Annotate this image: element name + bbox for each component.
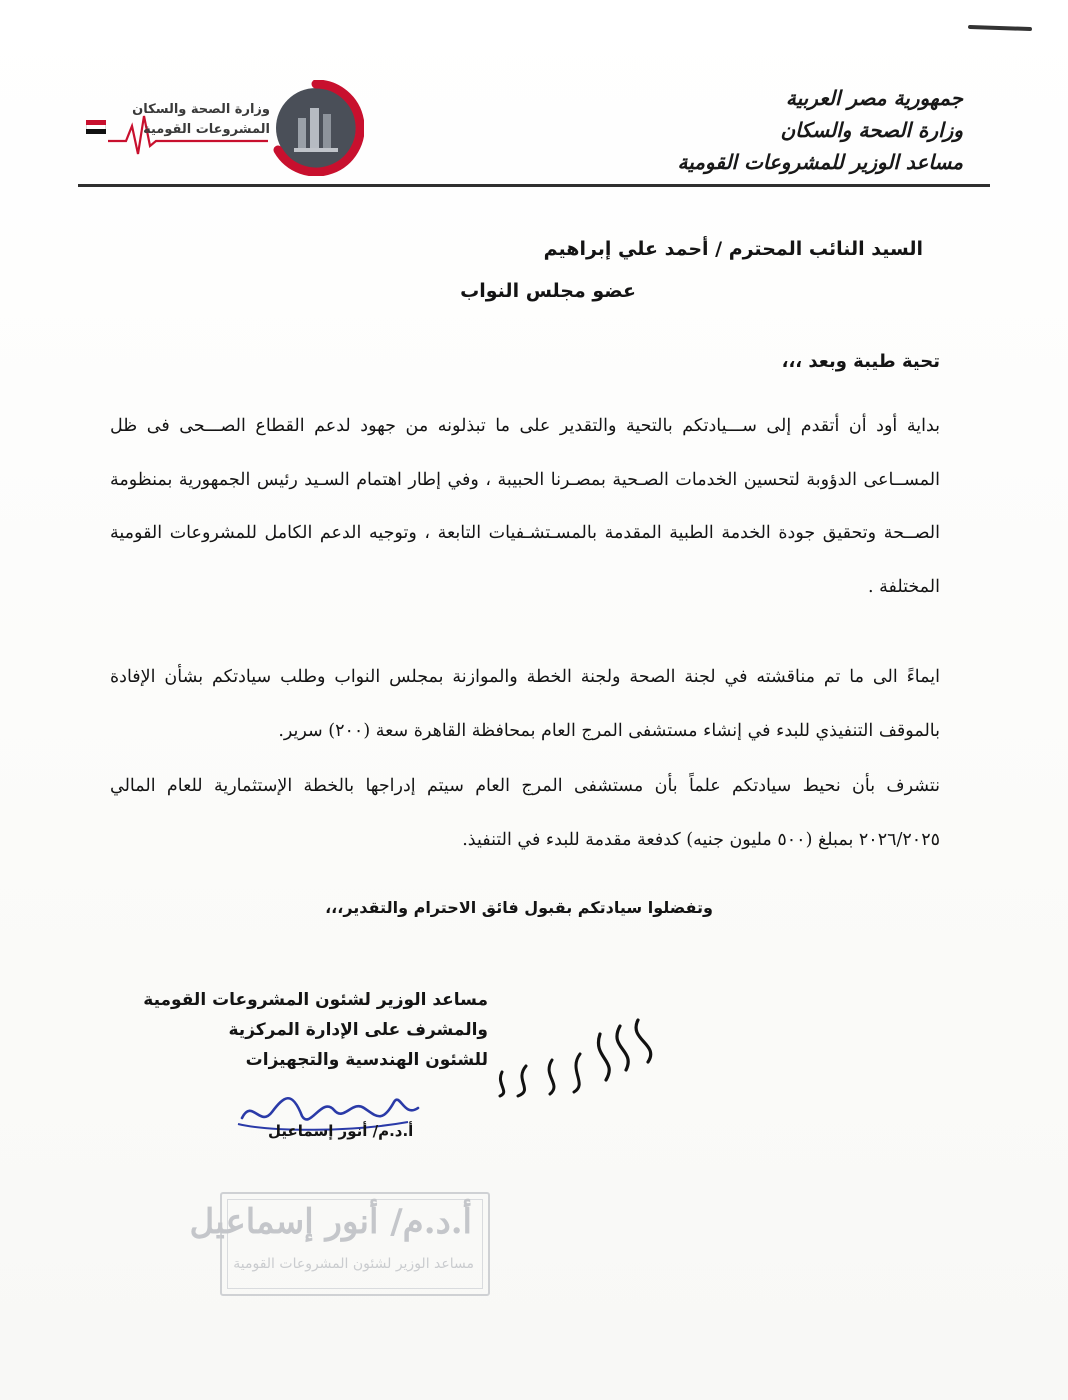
logo-caption — [90, 100, 270, 140]
signatory-name: أ.د.م/ أنور إسماعيل — [268, 1122, 414, 1140]
scan-mark — [968, 25, 1032, 31]
signatory-title — [143, 985, 488, 1075]
signatory-title-line1: مساعد الوزير لشئون المشروعات القومية — [143, 990, 488, 1010]
handwritten-note — [488, 1000, 678, 1100]
addressee: السيد النائب المحترم / أحمد علي إبراهيم — [543, 238, 923, 260]
header-divider — [78, 184, 990, 187]
signatory-title-line3: للشئون الهندسية والتجهيزات — [245, 1050, 488, 1070]
paragraph-2: ايماءً الى ما تم مناقشته في لجنة الصحة ولجنة الخطة والموازنة بمجلس النواب وطلب سيادتكم بشأن الإفادة بالموقف التنفيذي للبدء في إنشاء مستشفى المرج العام بمحافظة القاهرة سعة (٢٠٠) سرير. — [110, 667, 940, 741]
letterhead-office: مساعد الوزير للمشروعات القومية — [677, 150, 963, 174]
logo-caption-line2: المشروعات القومية — [143, 122, 270, 137]
letterhead-country: جمهورية مصر العربية — [785, 86, 963, 110]
addressee-title: عضو مجلس النواب — [460, 280, 636, 302]
ministry-emblem-icon — [268, 80, 364, 176]
ministry-logo — [80, 78, 400, 178]
letterhead-ministry: وزارة الصحة والسكان — [780, 118, 963, 142]
greeting: تحية طيبة وبعد ،،، — [781, 351, 940, 372]
stamp-title: مساعد الوزير لشئون المشروعات القومية — [233, 1256, 474, 1272]
paragraph-3: نتشرف بأن نحيط سيادتكم علماً بأن مستشفى المرج العام سيتم إدراجها بالخطة الإستثمارية للعام المالي ٢٠٢٦/٢٠٢٥ بمبلغ (٥٠٠ مليون جنيه) كدفعة مقدمة للبدء في التنفيذ. — [110, 776, 940, 850]
official-stamp — [189, 1192, 490, 1296]
letterhead-text — [663, 82, 963, 178]
closing-line: وتفضلوا سيادتكم بقبول فائق الاحترام والتقدير،،، — [325, 898, 713, 917]
paragraph-1: بداية أود أن أتقدم إلى ســـيادتكم بالتحية والتقدير على ما تبذلونه من جهود لدعم القطاع الصـــحى فى ظل المســاعى الدؤوبة لتحسين الخدمات الصـحية بمصـرنا الحبيبة ، وفي إطار اهتمام السـيد رئيس الجمهورية بمنظومة الصــحة وتحقيق جودة الخدمة الطبية المقدمة بالمسـتشـفيات التابعة ، وتوجيه الدعم الكامل للمشروعات القومية المختلفة . — [110, 416, 940, 597]
signatory-title-line2: والمشرف على الإدارة المركزية — [228, 1020, 488, 1040]
logo-caption-line1: وزارة الصحة والسكان — [132, 102, 270, 117]
stamp-name: أ.د.م/ أنور إسماعيل — [189, 1202, 472, 1242]
